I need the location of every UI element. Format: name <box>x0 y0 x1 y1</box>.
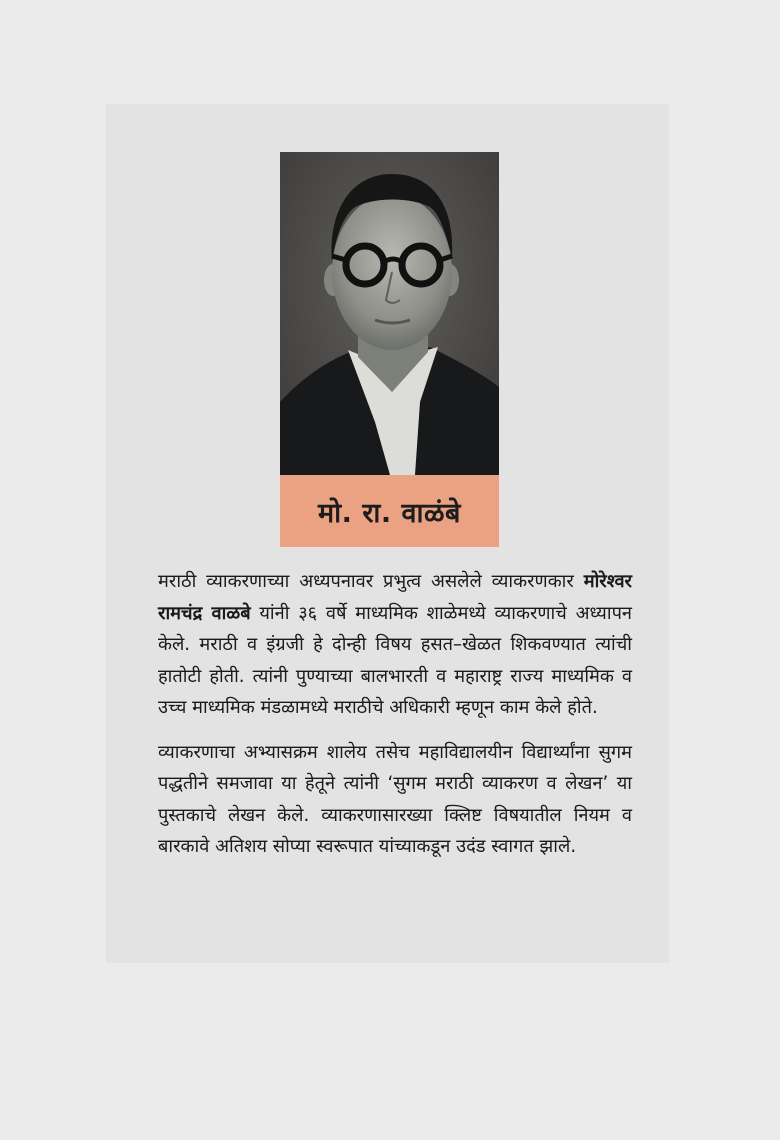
portrait-illustration <box>280 152 499 475</box>
author-portrait-photo <box>280 152 499 475</box>
author-name-caption <box>280 475 499 547</box>
author-panel <box>106 104 669 963</box>
author-short-name: मो. रा. वाळंबे <box>318 497 461 529</box>
author-biography <box>158 566 632 876</box>
bio-paragraph-1-rest: यांनी ३६ वर्षे माध्यमिक शाळेमध्ये व्याकरणाचे अध्यापन केले. मराठी व इंग्रजी हे दोन्ही विषय हसत–खेळत शिकवण्यात त्यांची हातोटी होती. त्यांनी पुण्याच्या बालभारती व महाराष्ट्र राज्य माध्यमिक व उच्च माध्यमिक मंडळामध्ये मराठीचे अधिकारी म्हणून काम केले होते. <box>158 602 632 718</box>
bio-paragraph-2: व्याकरणाचा अभ्यासक्रम शालेय तसेच महाविद्यालयीन विद्यार्थ्यांना सुगम पद्धतीने समजावा या हेतूने त्यांनी ‘सुगम मराठी व्याकरण व लेखन’ या पुस्तकाचे लेखन केले. व्याकरणासारख्या क्लिष्ट विषयातील नियम व बारकावे अतिशय सोप्या स्वरूपात यांच्याकडून उदंड स्वागत झाले. <box>158 741 632 857</box>
bio-paragraph-1-intro: मराठी व्याकरणाच्या अध्यपनावर प्रभुत्व असलेले व्याकरणकार <box>158 571 584 592</box>
bio-paragraph-1 <box>158 566 632 724</box>
author-full-name: मोरेश्वर रामचंद्र वाळबे <box>158 571 632 624</box>
